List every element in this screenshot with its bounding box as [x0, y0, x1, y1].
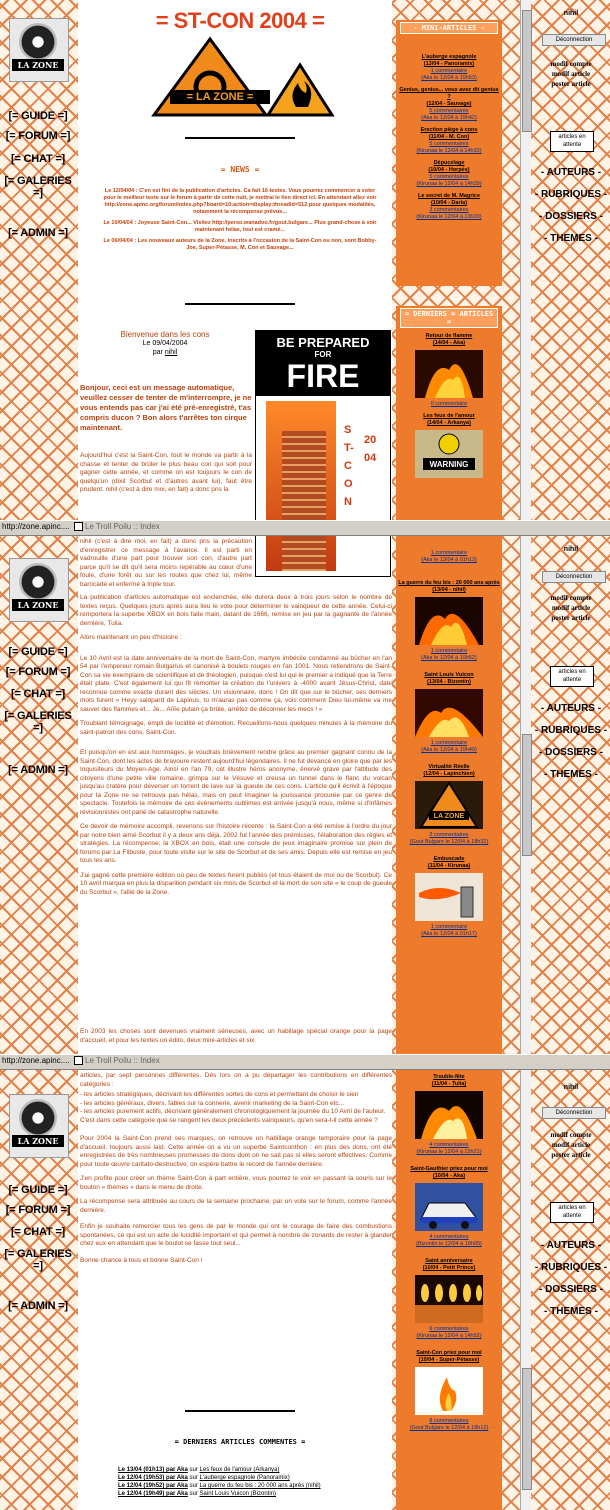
- pending-articles-button[interactable]: articles en attente: [550, 666, 594, 687]
- nav-admin[interactable]: [= ADMIN =]: [8, 227, 68, 239]
- menu-auteurs[interactable]: - AUTEURS -: [540, 167, 602, 178]
- menu-themes[interactable]: - THEMES -: [544, 1306, 598, 1317]
- nav-guide[interactable]: [= GUIDE =]: [8, 1184, 68, 1196]
- list-item[interactable]: Les feux de l'amour (14/04 - Arkanya) WARNING: [398, 413, 500, 478]
- nav-forum[interactable]: [= FORUM =]: [5, 130, 71, 142]
- browser-tab-strip: [0, 520, 610, 536]
- menu-dossiers[interactable]: - DOSSIERS -: [539, 211, 603, 222]
- left-nav: [0, 0, 78, 1510]
- nav-guide[interactable]: [= GUIDE =]: [8, 110, 68, 122]
- scrollbar[interactable]: [520, 534, 531, 1054]
- article-date: Le 09/04/2004: [142, 340, 188, 347]
- fire-thumbnail-icon: [415, 689, 483, 737]
- scrollbar[interactable]: [520, 1068, 531, 1510]
- last-articles-panel: [396, 306, 502, 520]
- nav-forum[interactable]: [= FORUM =]: [5, 666, 71, 678]
- la-zone-badge: = LA ZONE =: [170, 90, 270, 104]
- modif-compte-link[interactable]: modif compte: [550, 594, 592, 602]
- police-car-thumbnail-icon: [415, 1183, 483, 1231]
- news-heading: = NEWS =: [220, 165, 260, 174]
- fire-thumbnail-icon: [415, 1091, 483, 1139]
- username: nihil: [563, 10, 579, 17]
- divider: [185, 137, 295, 139]
- list-item[interactable]: Le 12/04 (19h52) par Aka sur La guerre du feu bis : 20 000 ans après (nihil): [118, 1483, 321, 1489]
- menu-dossiers[interactable]: - DOSSIERS -: [539, 747, 603, 758]
- nav-galeries[interactable]: [= GALERIES =]: [4, 1248, 72, 1272]
- nav-galeries[interactable]: [= GALERIES =]: [4, 175, 72, 199]
- flame-thumbnail-icon: [415, 350, 483, 398]
- browser-tab-strip: [0, 1054, 610, 1070]
- poster-article-link[interactable]: poster article: [551, 80, 591, 88]
- menu-dossiers[interactable]: - DOSSIERS -: [539, 1284, 603, 1295]
- menu-auteurs[interactable]: - AUTEURS -: [540, 1240, 602, 1251]
- list-item[interactable]: Le 13/04 (01h13) par Aka sur Les feux de l'amour (Arkanya): [118, 1467, 280, 1473]
- news-item: Le 06/04/04 : Les nouveaux auteurs de la Zone, inscrits à l'occasion de la Saint-Con ou non, sont Bobby-Joe, Super-Pétasse, M. Con et Sauvage...: [103, 238, 377, 251]
- recent-comments-heading: = DERNIERS ARTICLES COMMENTES =: [174, 1438, 306, 1446]
- scrollbar[interactable]: [520, 0, 531, 520]
- flamethrower-thumbnail-icon: [415, 873, 483, 921]
- modif-compte-link[interactable]: modif compte: [550, 1131, 592, 1139]
- article-body: La publication d'articles automatique est enclenchée, elle durera deux à trois jours selon le nombre de textes reçus. Quelques jours après aura lieu le vote pour déterminer le vainqueur de cette année. Celui-ci remportera la superbe XBOX en bois faite main, datant de 1666, remise en jeu par la gagnante de l'année dernière, Tulia. Alors maintenant un peu d'histoire : Le 10 Avril est la date anniversaire de la mort de Saint-Con, martyre imbécile condamné au bûcher en l'an 54 par l'empereur romain Bulgarius et canonisé à boulets rouges en l'an 1001. Nous retiendrons de Saint-Con sa vie exemplaire de scientifique et de théologien, puisque c'est lui qui le premier a indiqué que la Terre était plate. C'est également lui qui fit remonter la création de l'univers à -4000 avant Jésus-Christ, date reconnue comme exacte durant des siècles. Un visionnaire, donc ! On dit que sur le bûcher, ses derniers mots furent « Heyy salopard de Lapinus, tu m'auras pas comme ça, vois comment Dieu lui-même va me sauver des flammes et... Je... Aïïïe putain ça brûle, arrêtez de déconner les mecs ! » Troublant témoignage, empli de lucidité et d'émotion. Recueillons-nous quelques minutes à la mémoire du saint-patron des cons, Saint-Con. Et puisqu'on en est aux hommages, je voudrais brièvement rendre grâce au premier gagnant connu de la Saint-Con, dont les actes de bravoure restent aujourd'hui légendaires. Il ne fut devancé en gloire que par les Inquisiteurs du Moyen-Age. Ainsi en l'an 79, cet illustre héros anonyme, énervé grave par l'attitude des citoyens d'une petite ville romaine, grimpa sur le Vésuve et creusa un tunnel dans le flanc du volcan jusqu'au cratère pour déverser un torrent de lave sur la gueule de ces cons. L'article qu'il écrivit à l'époque pour la Zone ne se retrouva pas hélas, mais on peut imaginer la jouissance procurée par ce genre de spectacle. Toutefois la mémoire de ces évènements sublimes est arrivée jusqu'à nous, même si d'infâmes révisionnistes ont parlé de catastrophe naturelle. Ce devoir de mémoire accompli, revenons sur l'histoire récente : la Saint-Con a été remise à l'ordre du jour par notre bien aimé Scorbut il y a deux ans déjà. 2002 fut l'année des prémisses, l'élaboration des règles et stratégies. La récompense, la XBOX en bois, était une console de jeux imaginaire promise sur plein de forums par La Flibuste, pour toute visite sur le site de Scorbut et de ses amis. Depuis elle est remise en jeu tous les ans. J'ai gagné cette première édition où peu de textes furent publiés (et tous étaient de moi ou de Scorbut). Ce 10 avril marqua en plus la disparition pendant six mois de Scorbut et la mort de son site « le coup de gueule du Scorbut », l'allié de la Zone.: [80, 594, 392, 896]
- flame-thumbnail-icon: [415, 1367, 483, 1415]
- poster-article-link[interactable]: poster article: [551, 614, 591, 622]
- article-title: Bienvenue dans les cons: [120, 330, 210, 339]
- menu-rubriques[interactable]: - RUBRIQUES -: [534, 725, 608, 736]
- menu-themes[interactable]: - THEMES -: [544, 233, 598, 244]
- logout-button[interactable]: Déconnection: [542, 571, 606, 583]
- list-item[interactable]: La guerre du feu bis : 20 000 ans après (13/04 - nihil) 1 commentaire (Aka le 12/04 à 19h52): [398, 580, 500, 661]
- list-item[interactable]: Genius, genius... vous avez dit genius ? (12/04 - Sauvage) 5 commentaires (Aka le 12/04 à 19h42): [399, 87, 499, 121]
- la-zone-thumbnail-icon: [415, 781, 483, 829]
- fire-thumbnail-icon: [415, 597, 483, 645]
- address-url[interactable]: http://zone.apinc....: [2, 1056, 70, 1065]
- mini-articles-heading: - MINI-ARTICLES -: [400, 22, 498, 34]
- candles-thumbnail-icon: [415, 1275, 483, 1323]
- username: nihil: [563, 1084, 579, 1091]
- svg-text:WARNING: WARNING: [429, 460, 469, 469]
- pending-articles-button[interactable]: articles en attente: [550, 1202, 594, 1223]
- menu-themes[interactable]: - THEMES -: [544, 769, 598, 780]
- browser-tab[interactable]: Le Troll Poilu :: Index: [74, 522, 160, 531]
- list-item[interactable]: 1 commentaire (Aka le 13/04 à 01h13): [421, 550, 477, 563]
- article-header: Bienvenue dans les cons Le 09/04/2004 par nihil: [80, 330, 250, 357]
- nav-forum[interactable]: [= FORUM =]: [5, 1204, 71, 1216]
- list-item[interactable]: Saint Louis Vuicon (13/04 - Bizontin) 1 commentaire (Aka le 12/04 à 19h49): [398, 672, 500, 754]
- la-zone-logo[interactable]: LA ZONE: [9, 18, 69, 82]
- username: nihil: [563, 546, 579, 553]
- menu-rubriques[interactable]: - RUBRIQUES -: [534, 189, 608, 200]
- modif-article-link[interactable]: modif article: [551, 70, 591, 78]
- last-articles-panel: [396, 534, 502, 1054]
- article-body: articles, par sept personnes différentes. Dès lors on a pu départager les contributions en différentes catégories : - les articles stratégiques, décrivant les différentes sortes de cons et permettant de choisir le sien - les articles généraux, divers, fables sur la connerie, avenir marketing de la Saint-Con etc... - les articles purement actifs, décrivant généralement chronologiquement la journée du 10 Avril de l'auteur. C'est dans cette catégorie que se rangent les deux précédents vainqueurs, qu'en sera-t-il cette année ? Pour 2004 la Saint-Con prend ses marques, on retrouve un habillage orange temporaire pour la page d'accueil, toujours aussi laid. Cette année on a vu un superbe Saintconthon : en plus des dons, ont été enregistrées de très nombreuses promesses de dons dont on ne sait pas si elles seront effectives. Comme pour toute œuvre caritato-destructive, on espère battre le record de l'année dernière. J'en profite pour créer un thème Saint-Con à part entière, vous pourrez le voir en passant la souris sur le bouton « thèmes » dans le menu de droite. La récompense sera attribuée au cours de la semaine prochaine, par un vote sur le forum, comme l'année dernière. Enfin je souhaite remercier tous les gens de par le monde qui ont le courage de faire des combustions spontanées, ce qui est un acte de lucidité important et qui permet à nombre de zonards de rester à glander chez eux en attendant que le boulot se fasse tout seul... Bonne chance à tous et bonne Saint-Con !: [80, 1072, 392, 1264]
- news-list: [100, 188, 380, 256]
- nav-admin[interactable]: [= ADMIN =]: [8, 764, 68, 776]
- divider: [185, 1410, 295, 1412]
- article-body: En 2003 les choses sont devenues vraiment sérieuses, avec un habillage spécial orange pour la page d'accueil, et pour les textes un édito, deux mini-articles et six: [80, 1028, 392, 1044]
- list-item[interactable]: Saint anniversaire (10/04 - Petit Prince) 6 commentaires (Kirunaa le 12/04 à 14h52): [416, 1258, 482, 1339]
- divider: [185, 303, 295, 305]
- hazard-sign-icon: [150, 35, 340, 120]
- nav-admin[interactable]: [= ADMIN =]: [8, 1300, 68, 1312]
- article-body: Aujourd'hui c'est la Saint-Con, tout le monde va partir à la chasse et tenter de brûler le plus beau con qui soit pour gagner cette année, et comme on est toujours le con de quelqu'un (dixit Scorbut et d'autres avant lui), faut être prudent. nihil (c'est à dire moi, en fait) a donc pris la: [80, 452, 252, 493]
- list-item[interactable]: Le 12/04 (19h49) par Aka sur Saint Louis Vuicon (Bizontin): [118, 1491, 277, 1497]
- list-item[interactable]: Virtualité Réelle (12/04 - Lapinchien) LA ZONE 2 commentaires (Gout Bulgare le 12/04 à 18h32): [409, 764, 489, 845]
- article-lead: Bonjour, ceci est un message automatique, veuillez cesser de tenter de m'interrompre, je ne vous entends pas car j'ai été pré-enregistré, t'as compris ducon ? Bon alors t'arrêtes ton cirque maintenant.: [80, 383, 252, 432]
- address-url[interactable]: http://zone.apinc....: [2, 522, 70, 531]
- nav-chat[interactable]: [= CHAT =]: [10, 153, 66, 165]
- list-item[interactable]: Saint-Con priez pour moi (10/04 - Super-Pétasse) 8 commentaires (Gout Bulgare le 12/04 à 18h12): [409, 1350, 489, 1431]
- nav-galeries[interactable]: [= GALERIES =]: [4, 710, 72, 734]
- nav-guide[interactable]: [= GUIDE =]: [8, 646, 68, 658]
- modif-article-link[interactable]: modif article: [551, 1141, 591, 1149]
- be-prepared-poster: BE PREPARED FOR FIRE ST-CON 2004: [255, 330, 391, 577]
- list-item[interactable]: Saint-Gauthier priez pour moi (10/04 - Aka) 4 commentaires (Bizontin le 12/04 à 16h05): [410, 1166, 488, 1247]
- poster-article-link[interactable]: poster article: [551, 1151, 591, 1159]
- menu-auteurs[interactable]: - AUTEURS -: [540, 703, 602, 714]
- logout-button[interactable]: Déconnection: [542, 34, 606, 46]
- la-zone-logo[interactable]: LA ZONE: [9, 558, 69, 622]
- list-item[interactable]: Le secret de M. Magrice (10/04 - Daria) 3 commentaires (Kirunaa le 12/04 à 13h20): [416, 193, 482, 220]
- list-item[interactable]: Erection piège à cons (11/04 - M. Con) 5 commentaires (Kirunaa le 12/04 à 14h33): [416, 127, 482, 154]
- right-nav: [532, 0, 610, 1510]
- warning-sign-thumbnail-icon: [415, 430, 483, 478]
- last-articles-heading: = DERNIERS = ARTICLES =: [400, 308, 498, 328]
- news-item: Le 12/04/04 : C'en est fini de la publication d'articles. Ca fait 16 textes. Vous pourrez commencer à voter pour le meilleur texte sur le forum à partir de cette nuit, je mettrai le lien direct ici. En attendant allez voir http://zone.apinc.org/forum/index.php?board=10;action=display;threadid=512 pour quelques modalités, notamment la récompense prévue...: [103, 188, 377, 215]
- news-item: Le 10/04/04 : Joyeuse Saint-Con... Visitez http://perso.wanadoo.fr/gout.bulgare... Plus grand-chose à voir maintenant hélas, tout est cramé...: [103, 220, 377, 233]
- mini-articles-panel: [396, 20, 502, 286]
- la-zone-logo[interactable]: LA ZONE: [9, 1094, 69, 1158]
- list-item[interactable]: Embuscade (11/04 - Kirunaa) 1 commentaire (Aka le 12/04 à 01h17): [398, 856, 500, 938]
- article-body: nihil (c'est à dire moi, en fait) a donc pris la précaution d'enregistrer ce message à l'avance. Il est parti en vadrouille d'une part pour trouver son con, d'autre part parce qu'il se dit qu'il sera moins repérable au cœur d'une foule, d'une forêt ou sur les routes que chez lui, même barricadé et enfermé à triple tour.: [80, 538, 252, 588]
- list-item[interactable]: L'auberge espagnole (13/04 - Panoramix) 1 commentaire (Aka le 12/04 à 19h53): [421, 54, 477, 81]
- article-author-link[interactable]: nihil: [164, 348, 178, 356]
- list-item[interactable]: Trouble-fête (11/04 - Tulia) 4 commentaires (Kirunaa le 12/04 à 15h21): [416, 1074, 482, 1155]
- nav-chat[interactable]: [= CHAT =]: [10, 688, 66, 700]
- modif-compte-link[interactable]: modif compte: [550, 60, 592, 68]
- modif-article-link[interactable]: modif article: [551, 604, 591, 612]
- site-title: = ST-CON 2004 =: [155, 8, 325, 33]
- recent-comments-list: [118, 1466, 378, 1498]
- last-articles-panel: [396, 1068, 502, 1510]
- logout-button[interactable]: Déconnection: [542, 1107, 606, 1119]
- list-item[interactable]: Dépucelage (10/04 - Horpès) 5 commentaires (Kirunaa le 12/04 à 14h39): [416, 160, 482, 187]
- svg-text:LA ZONE: LA ZONE: [433, 813, 465, 820]
- pending-articles-button[interactable]: articles en attente: [550, 131, 594, 152]
- browser-tab[interactable]: Le Troll Poilu :: Index: [74, 1056, 160, 1065]
- nav-chat[interactable]: [= CHAT =]: [10, 1226, 66, 1238]
- list-item[interactable]: Retour de flamme (14/04 - Aka) 0 commentaire: [398, 333, 500, 408]
- menu-rubriques[interactable]: - RUBRIQUES -: [534, 1262, 608, 1273]
- list-item[interactable]: Le 12/04 (19h53) par Aka sur L'auberge espagnole (Panoramix): [118, 1475, 290, 1481]
